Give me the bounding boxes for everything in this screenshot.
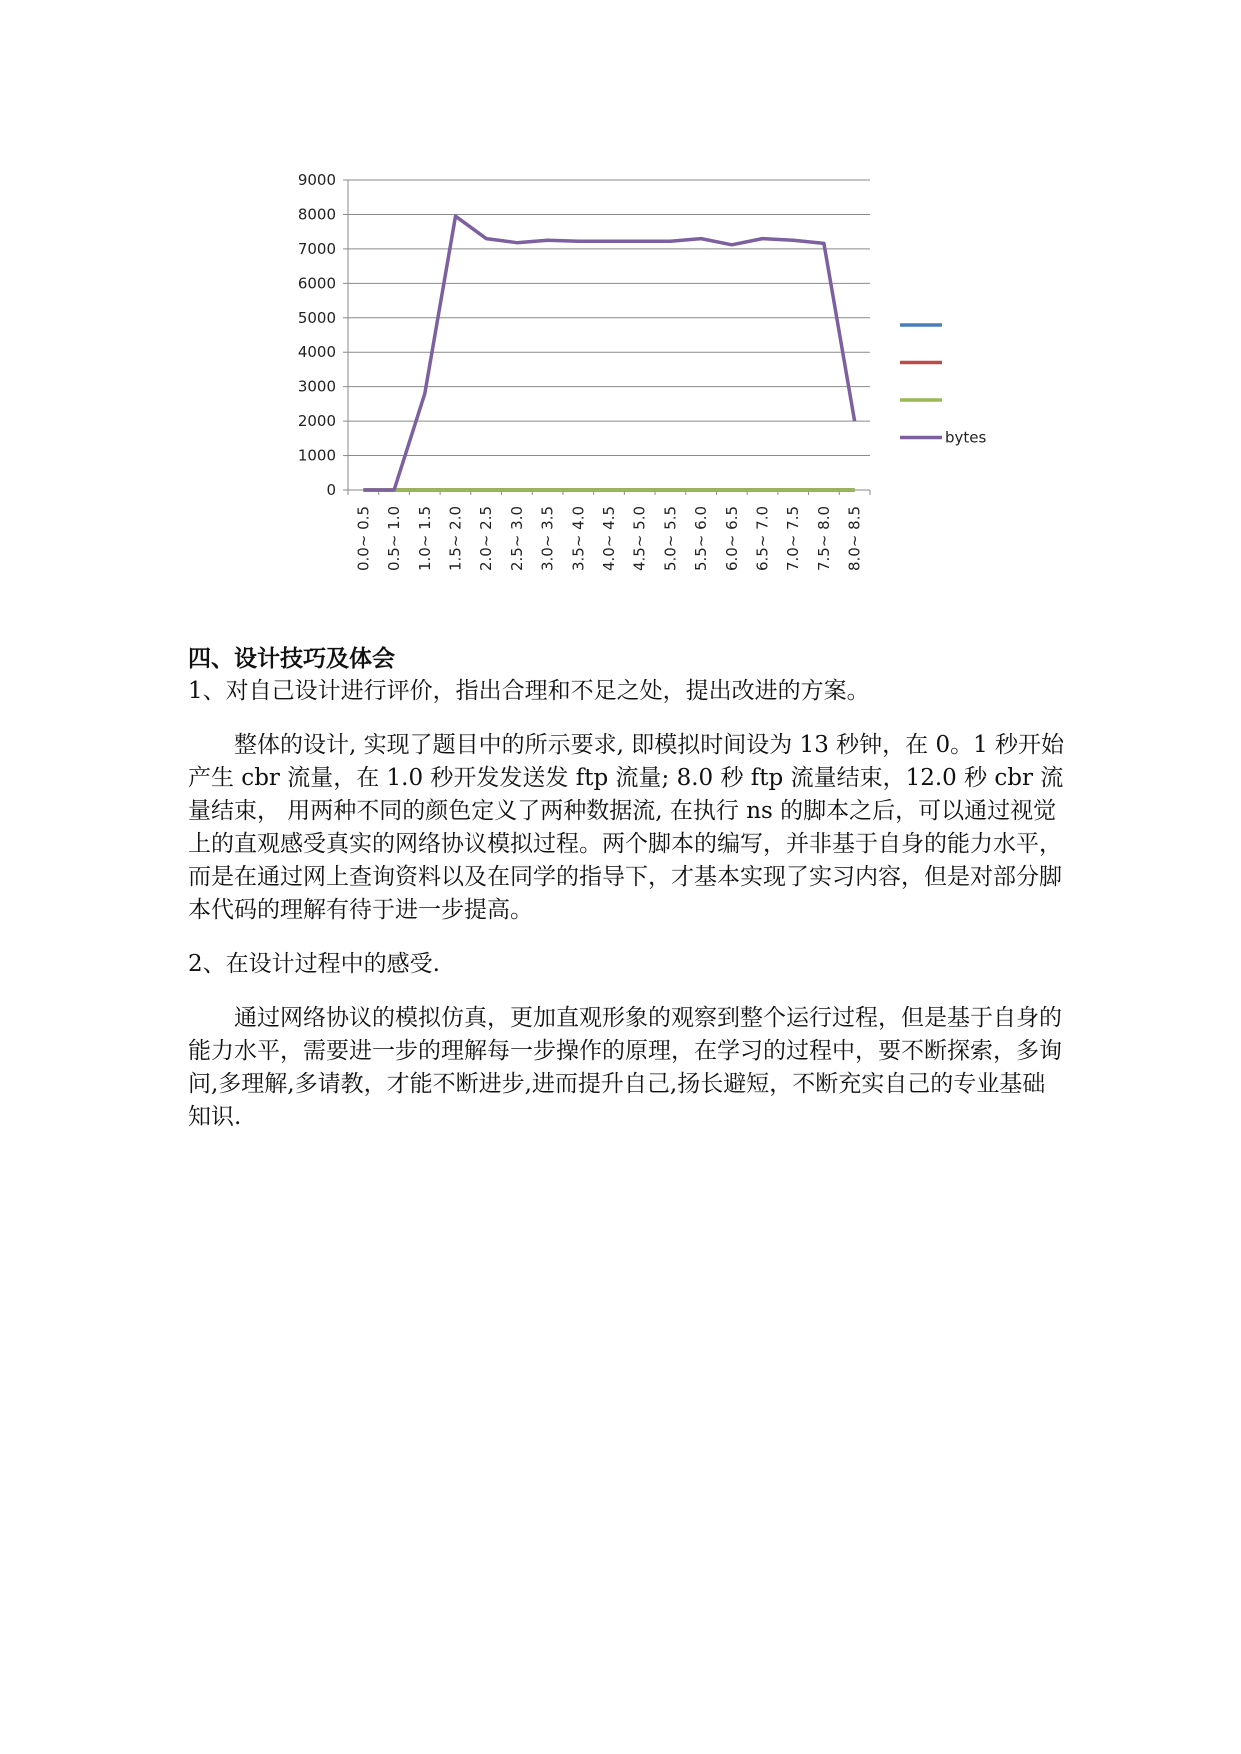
x-tick-label: 7.0~ 7.5 xyxy=(784,506,803,572)
chart-series xyxy=(363,216,854,490)
y-axis xyxy=(298,171,348,499)
chart-legend xyxy=(900,325,987,447)
y-tick-label: 7000 xyxy=(297,239,336,258)
x-axis xyxy=(348,490,870,571)
y-tick-label: 3000 xyxy=(297,377,336,396)
y-tick-label: 8000 xyxy=(297,205,336,224)
item1-title: 1、对自己设计进行评价，指出合理和不足之处，提出改进的方案。 xyxy=(188,678,870,704)
y-tick-label: 1000 xyxy=(297,446,336,465)
x-tick-label: 3.5~ 4.0 xyxy=(569,506,588,572)
x-tick-label: 7.5~ 8.0 xyxy=(814,506,833,572)
x-tick-label: 6.5~ 7.0 xyxy=(753,506,772,572)
x-tick-label: 2.0~ 2.5 xyxy=(477,506,496,572)
x-tick-label: 0.0~ 0.5 xyxy=(354,506,373,572)
x-tick-label: 1.5~ 2.0 xyxy=(446,506,465,572)
y-tick-label: 9000 xyxy=(297,171,336,189)
y-tick-label: 5000 xyxy=(297,308,336,327)
x-tick-label: 4.5~ 5.0 xyxy=(630,506,649,572)
x-tick-label: 0.5~ 1.0 xyxy=(385,506,404,572)
y-tick-label: 6000 xyxy=(297,274,336,293)
item1-body: 整体的设计, 实现了题目中的所示要求, 即模拟时间设为 13 秒钟，在 0。1 秒开始产生 cbr 流量，在 1.0 秒开发发送发 ftp 流量; 8.0 秒 ftp 流量结束，12.0 秒 cbr 流量结束， 用两种不同的颜色定义了两种数据流, 在执行 ns 的脚本之后，可以通过视觉上的直观感受真实的网络协议模拟过程。两个脚本的编写，并非基于自身的能力水平，而是在通过网上查询资料以及在同学的指导下，才基本实现了实习内容，但是对部分脚本代码的理解有待于进一步提高。 xyxy=(188,732,1065,923)
x-tick-label: 4.0~ 4.5 xyxy=(600,506,618,572)
item2-title: 2、在设计过程中的感受. xyxy=(188,951,440,977)
x-tick-label: 2.5~ 3.0 xyxy=(507,506,526,572)
y-tick-label: 4000 xyxy=(297,343,336,362)
x-tick-label: 5.0~ 5.5 xyxy=(661,506,680,572)
x-tick-label: 6.0~ 6.5 xyxy=(722,506,741,572)
x-tick-label: 3.0~ 3.5 xyxy=(538,506,557,572)
legend-label: bytes xyxy=(945,428,987,447)
x-tick-label: 5.5~ 6.0 xyxy=(692,506,711,572)
bytes-line-chart xyxy=(270,158,1010,598)
section-content xyxy=(188,642,1068,1134)
y-tick-label: 0 xyxy=(326,481,336,499)
chart-gridlines xyxy=(348,180,870,490)
item2-body: 通过网络协议的模拟仿真，更加直观形象的观察到整个运行过程，但是基于自身的能力水平，需要进一步的理解每一步操作的原理，在学习的过程中，要不断探索，多询问,多理解,多请教，才能不断进步,进而提升自己,扬长避短，不断充实自己的专业基础知识. xyxy=(188,1005,1062,1130)
series-line-bytes xyxy=(363,216,854,490)
y-tick-label: 2000 xyxy=(297,412,336,431)
x-tick-label: 1.0~ 1.5 xyxy=(415,506,434,572)
x-tick-label: 8.0~ 8.5 xyxy=(845,506,864,572)
section-heading: 四、设计技巧及体会 xyxy=(188,645,395,672)
